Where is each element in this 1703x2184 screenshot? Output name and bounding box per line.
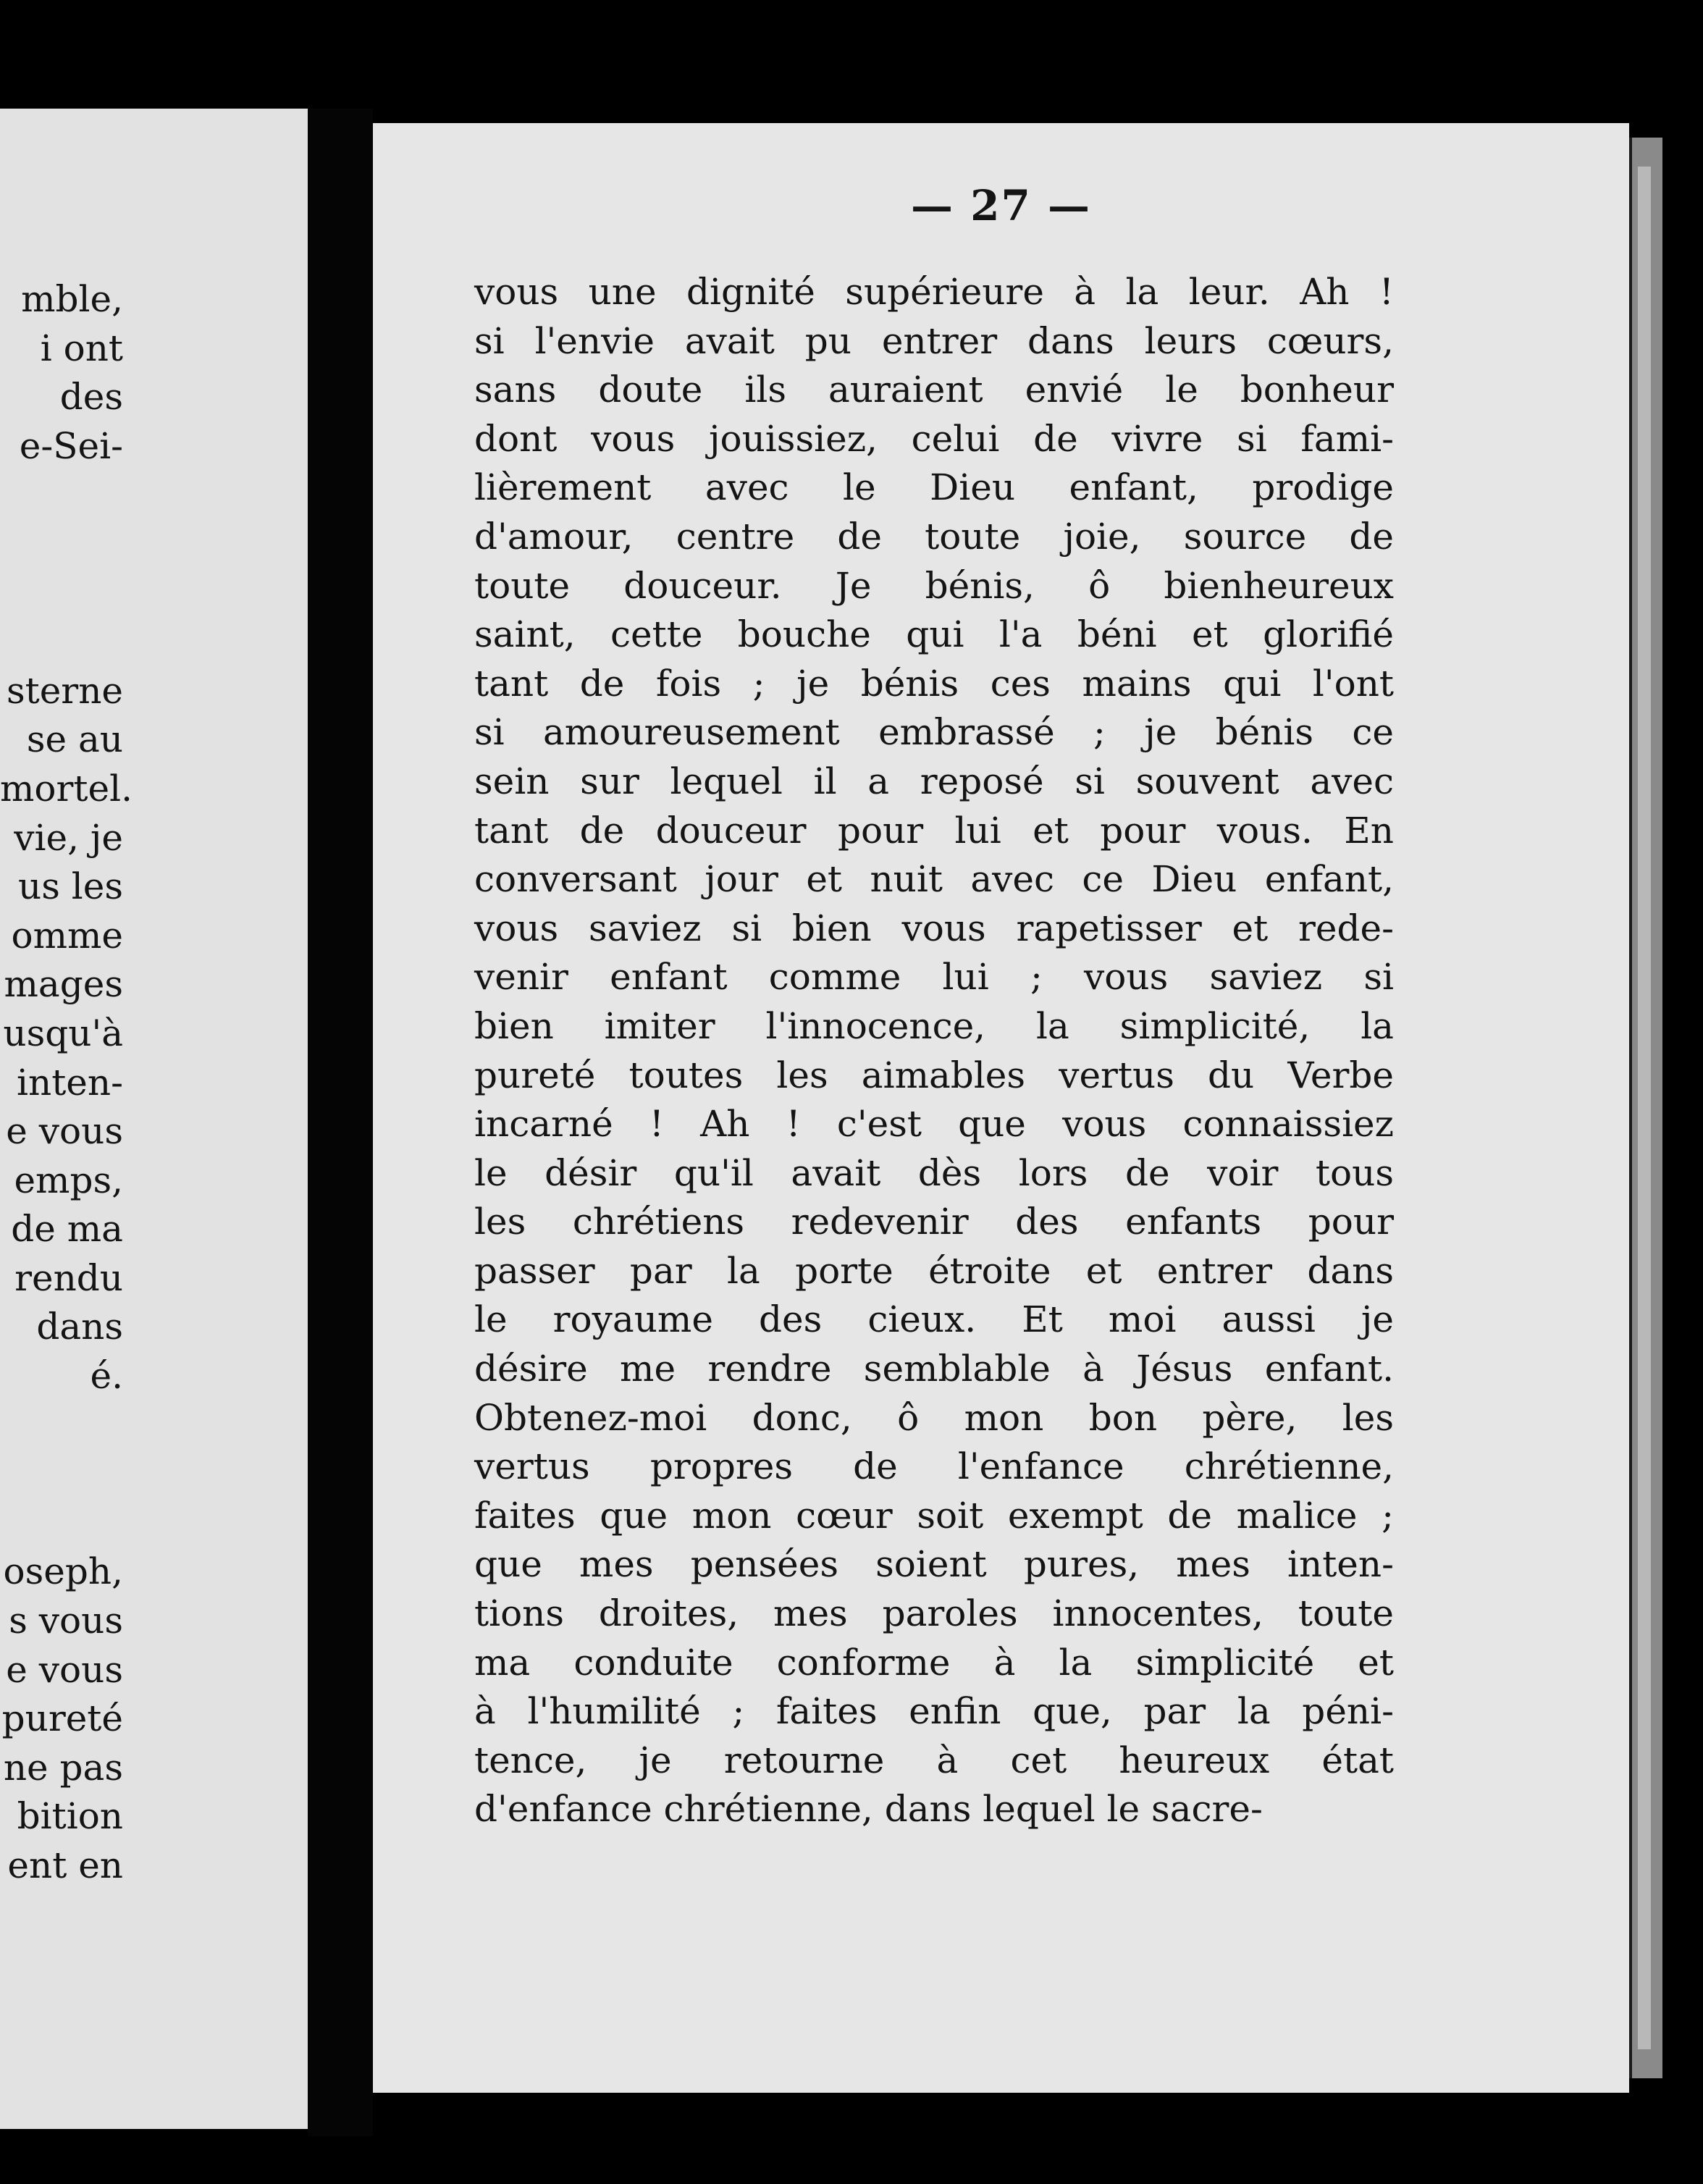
text-line: si amoureusement embrassé ; je bénis ce — [474, 711, 1394, 754]
left-fragment: e-Sei- — [19, 424, 123, 467]
left-fragment: us les — [18, 865, 123, 908]
text-line: sans doute ils auraient envié le bonheur — [474, 369, 1394, 411]
left-fragment: des — [59, 376, 123, 419]
text-line: que mes pensées soient pures, mes inten- — [474, 1543, 1394, 1586]
left-fragment: ent en — [7, 1844, 123, 1886]
previous-page — [0, 109, 308, 2129]
text-line: tions droites, mes paroles innocentes, toute — [474, 1592, 1394, 1635]
left-fragment: emps, — [14, 1159, 123, 1201]
page-body-text — [474, 268, 1394, 1834]
left-fragment: bition — [17, 1795, 123, 1838]
text-line: sein sur lequel il a reposé si souvent avec — [474, 760, 1394, 802]
left-fragment: se au — [26, 718, 123, 761]
left-fragment: oseph, — [3, 1550, 123, 1593]
text-line: Obtenez-moi donc, ô mon bon père, les — [474, 1396, 1394, 1439]
left-fragment: mortel. — [0, 767, 133, 810]
left-fragment: usqu'à — [3, 1012, 123, 1054]
text-line: saint, cette bouche qui l'a béni et glorifié — [474, 613, 1394, 656]
text-line: bien imiter l'innocence, la simplicité, la — [474, 1004, 1394, 1047]
text-line: désire me rendre semblable à Jésus enfant. — [474, 1348, 1394, 1390]
left-fragment: i ont — [40, 327, 123, 369]
previous-page-text — [0, 275, 133, 1891]
left-fragment: inten- — [17, 1061, 123, 1104]
text-line: lièrement avec le Dieu enfant, prodige — [474, 466, 1394, 509]
text-line: vous une dignité supérieure à la leur. Ah ! — [474, 271, 1394, 313]
left-fragment: vie, je — [14, 816, 123, 859]
left-fragment: é. — [90, 1355, 123, 1398]
text-line: pureté toutes les aimables vertus du Verbe — [474, 1054, 1394, 1096]
text-line: toute douceur. Je bénis, ô bienheureux — [474, 564, 1394, 607]
left-fragment: de ma — [11, 1208, 123, 1251]
text-line: les chrétiens redevenir des enfants pour — [474, 1201, 1394, 1243]
left-fragment: mble, — [21, 278, 123, 320]
text-line: d'enfance chrétienne, dans lequel le sacre- — [474, 1788, 1263, 1831]
text-line: dont vous jouissiez, celui de vivre si fami- — [474, 417, 1394, 460]
text-line: à l'humilité ; faites enfin que, par la péni- — [474, 1690, 1394, 1733]
left-fragment: omme — [11, 914, 123, 957]
text-line: le désir qu'il avait dès lors de voir tous — [474, 1151, 1394, 1194]
left-fragment: pureté — [1, 1697, 123, 1740]
text-line: le royaume des cieux. Et moi aussi je — [474, 1298, 1394, 1341]
text-line: venir enfant comme lui ; vous saviez si — [474, 956, 1394, 999]
text-line: faites que mon cœur soit exempt de malice ; — [474, 1494, 1394, 1537]
text-line: vous saviez si bien vous rapetisser et rede- — [474, 907, 1394, 949]
left-fragment: dans — [36, 1306, 123, 1348]
page-edge-inner — [1638, 167, 1651, 2049]
book-gutter — [308, 109, 373, 2136]
text-line: ma conduite conforme à la simplicité et — [474, 1641, 1394, 1684]
text-line: vertus propres de l'enfance chrétienne, — [474, 1445, 1394, 1488]
text-line: incarné ! Ah ! c'est que vous connaissiez — [474, 1103, 1394, 1146]
text-line: tant de fois ; je bénis ces mains qui l'ont — [474, 662, 1394, 705]
left-fragment: sterne — [6, 669, 123, 712]
text-line: tant de douceur pour lui et pour vous. En — [474, 809, 1394, 852]
left-fragment: e vous — [6, 1648, 123, 1691]
text-line: conversant jour et nuit avec ce Dieu enfant, — [474, 858, 1394, 901]
left-fragment: mages — [4, 963, 123, 1006]
left-fragment: ne pas — [3, 1746, 123, 1789]
current-page — [373, 123, 1629, 2093]
left-fragment: s vous — [9, 1600, 123, 1642]
left-fragment: e vous — [6, 1110, 123, 1153]
text-line: si l'envie avait pu entrer dans leurs cœurs, — [474, 319, 1394, 362]
text-line: tence, je retourne à cet heureux état — [474, 1739, 1394, 1781]
text-line: passer par la porte étroite et entrer dans — [474, 1249, 1394, 1292]
left-fragment: rendu — [14, 1256, 123, 1299]
text-line: d'amour, centre de toute joie, source de — [474, 515, 1394, 558]
page-number: — 27 — — [910, 181, 1092, 230]
